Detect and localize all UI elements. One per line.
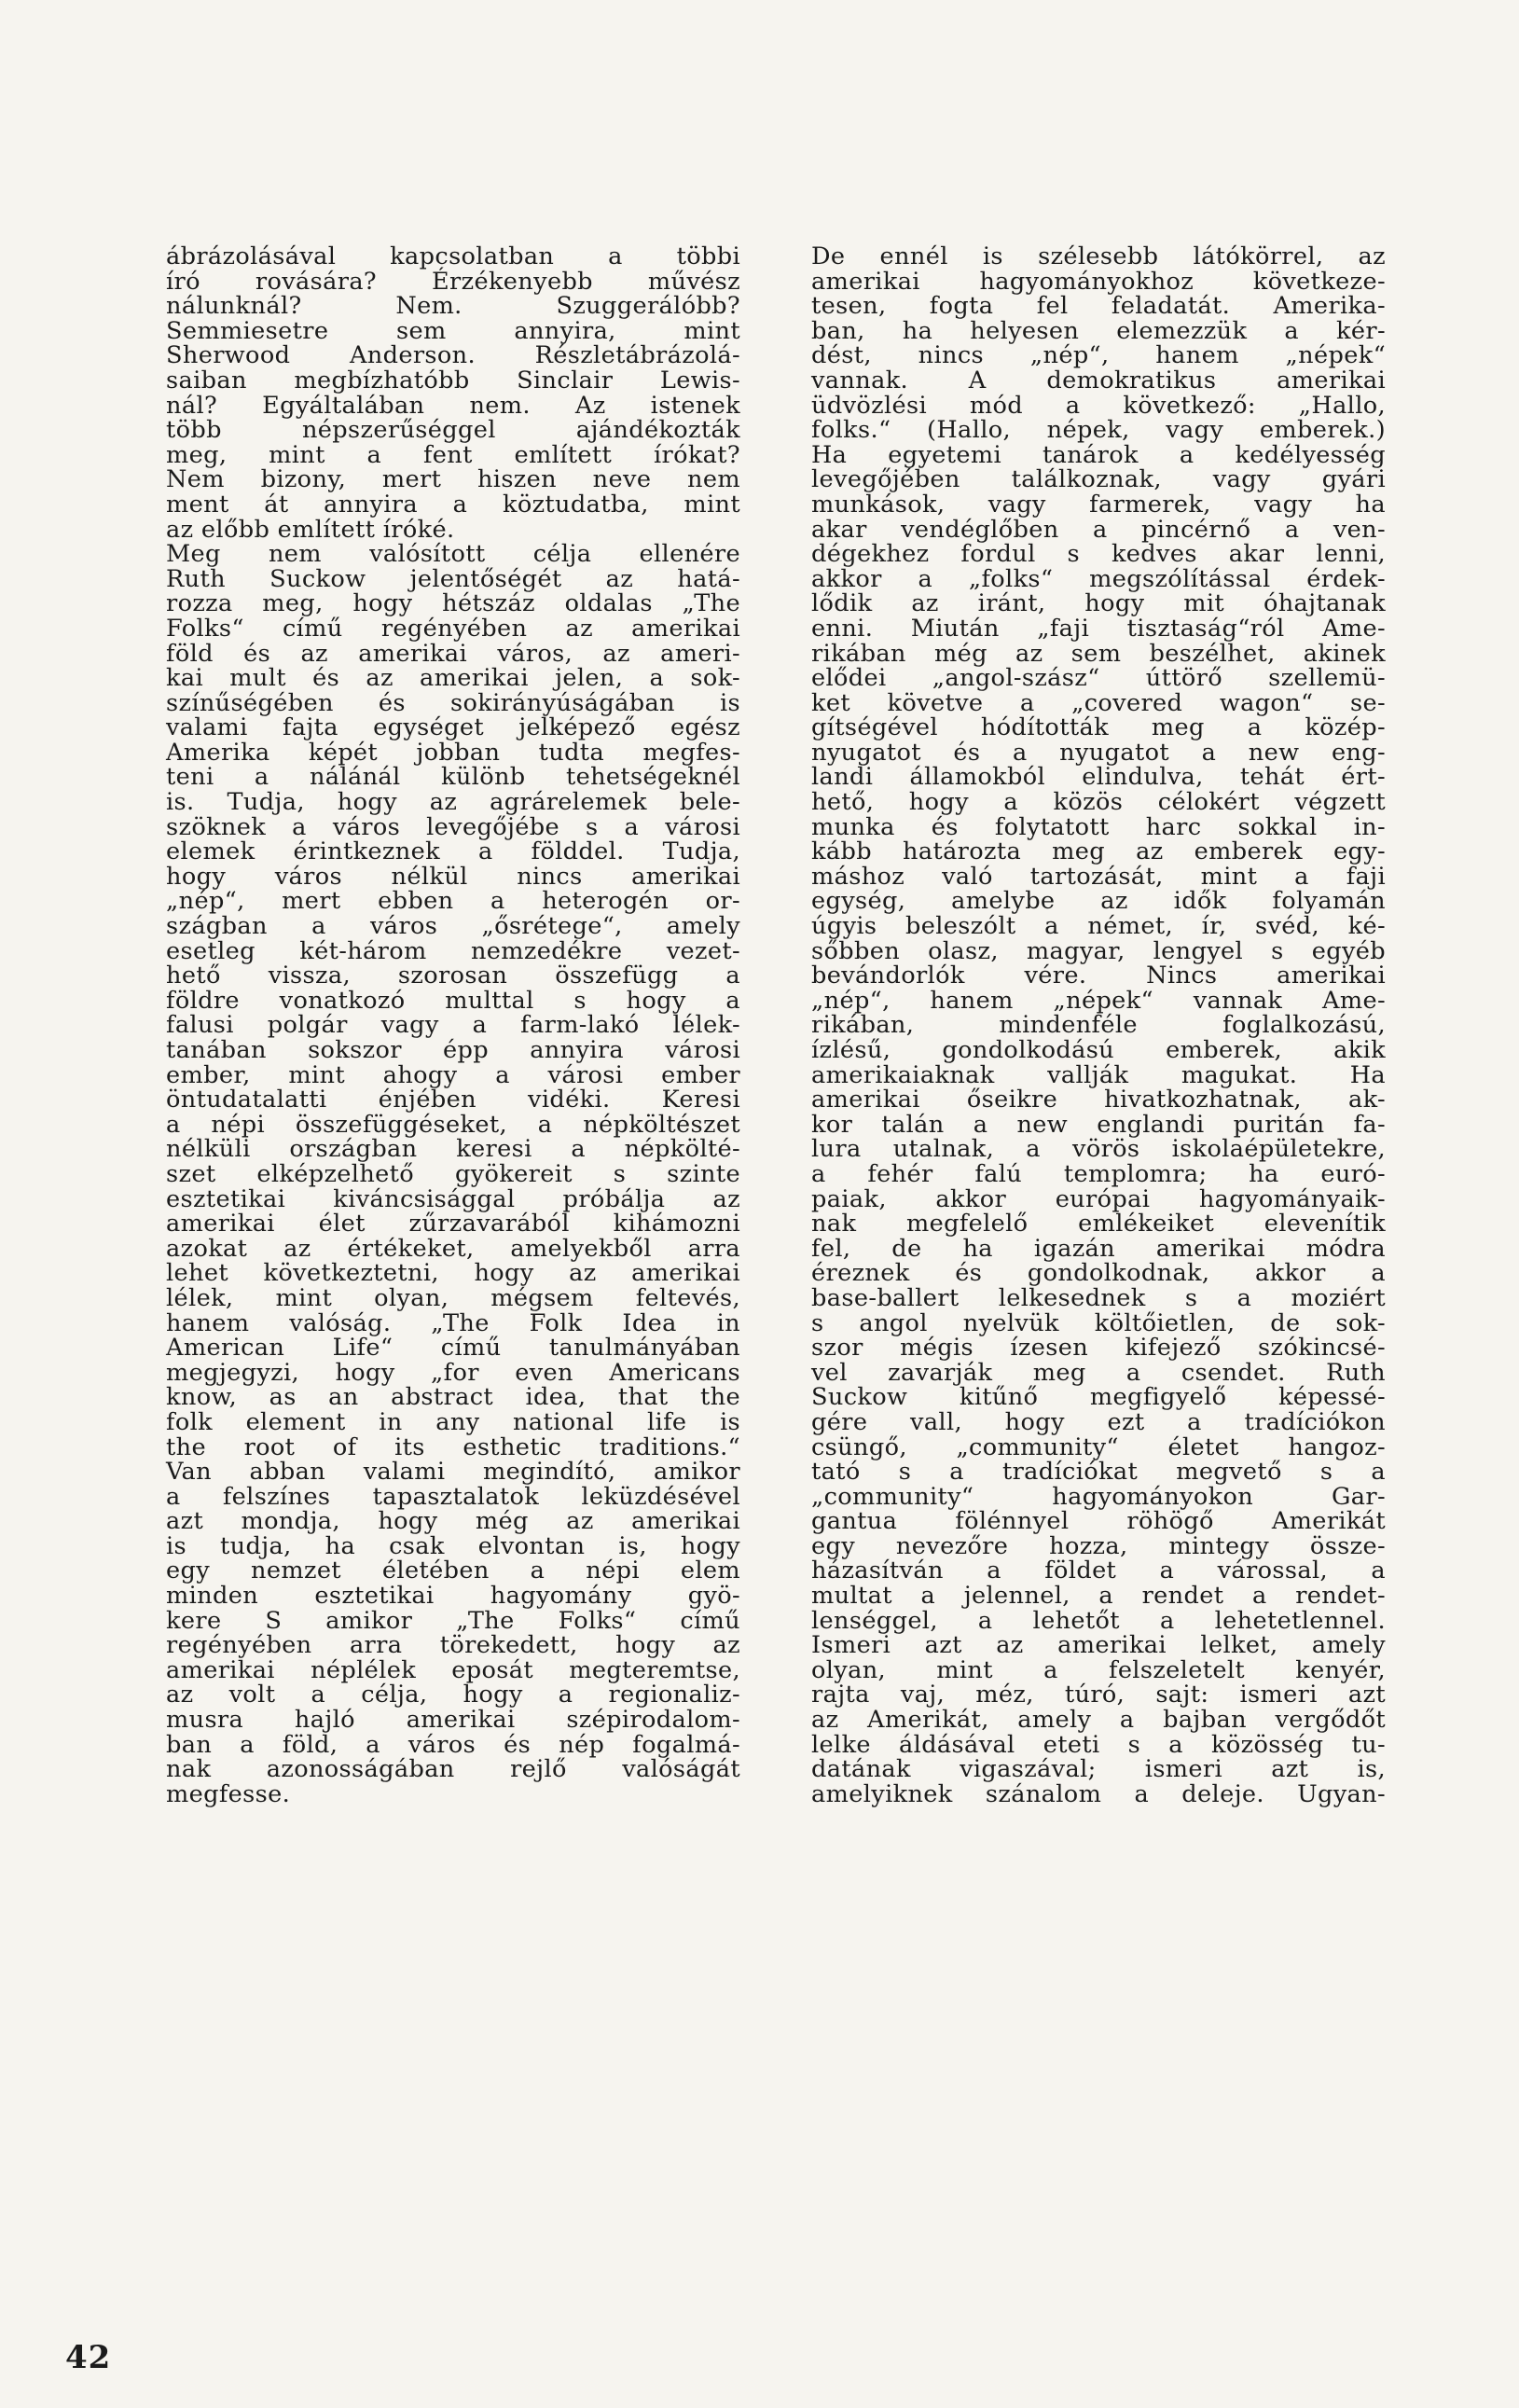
right-column-text-line: rikában még az sem beszélhet, akinek xyxy=(811,639,1386,668)
right-column-text-line: olyan, mint a felszeletelt kenyér, xyxy=(811,1655,1386,1684)
right-column-text-line: datának vigaszával; ismeri azt is, xyxy=(811,1755,1386,1784)
right-column-text-line: rajta vaj, méz, túró, sajt: ismeri azt xyxy=(811,1681,1386,1709)
left-column-text-line: kere S amikor „The Folks“ című xyxy=(166,1606,740,1635)
right-column-text-line: amelyiknek szánalom a deleje. Ugyan- xyxy=(811,1779,1386,1808)
right-column-text-line: ban, ha helyesen elemezzük a kér- xyxy=(811,316,1386,345)
left-column-text-line: minden esztetikai hagyomány gyö- xyxy=(166,1582,740,1611)
left-column-text-line: Sherwood Anderson. Részletábrázolá- xyxy=(166,341,740,370)
left-column-text-line: ember, mint ahogy a városi ember xyxy=(166,1060,740,1089)
left-column-text-line: szet elképzelhető gyökereit s szinte xyxy=(166,1159,740,1188)
right-column-text-line: nyugatot és a nyugatot a new eng- xyxy=(811,738,1386,767)
left-column-text-line: Semmiesetre sem annyira, mint xyxy=(166,316,740,345)
left-column-text-line: ment át annyira a köztudatba, mint xyxy=(166,490,740,519)
right-column-text-line: úgyis beleszólt a német, ír, svéd, ké- xyxy=(811,912,1386,941)
left-column-text-line: Amerika képét jobban tudta megfes- xyxy=(166,738,740,767)
left-column-text-line: esetleg két-három nemzedékre vezet- xyxy=(166,936,740,965)
left-column-text-line: nélküli országban keresi a népkölté- xyxy=(166,1135,740,1164)
right-column-text-line: dést, nincs „nép“, hanem „népek“ xyxy=(811,341,1386,370)
left-column-text-line: regényében arra törekedett, hogy az xyxy=(166,1631,740,1660)
right-column-text-line: munkások, vagy farmerek, vagy ha xyxy=(811,490,1386,519)
right-column-text-line: nak megfelelő emlékeiket elevenítik xyxy=(811,1210,1386,1239)
right-column-text-line: a fehér falú templomra; ha euró- xyxy=(811,1159,1386,1188)
left-column-text-line: Van abban valami megindító, amikor xyxy=(166,1458,740,1487)
left-column-text-line: musra hajló amerikai szépirodalom- xyxy=(166,1706,740,1735)
left-column-text-line: a népi összefüggéseket, a népköltészet xyxy=(166,1110,740,1139)
left-text-column xyxy=(166,244,740,1806)
left-column-text-line: valami fajta egységet jelképező egész xyxy=(166,713,740,742)
left-column-text-line: folk element in any national life is xyxy=(166,1407,740,1436)
right-column-text-line: szor mégis ízesen kifejező szókincsé- xyxy=(811,1334,1386,1363)
left-column-text-line: Folks“ című regényében az amerikai xyxy=(166,614,740,643)
right-column-text-line: vel zavarják meg a csendet. Ruth xyxy=(811,1358,1386,1387)
left-column-text-line: Nem bizony, mert hiszen neve nem xyxy=(166,465,740,494)
left-column-text-line: szágban a város „ősrétege“, amely xyxy=(166,912,740,941)
right-column-text-line: kább határozta meg az emberek egy- xyxy=(811,837,1386,866)
left-column-text-line: Ruth Suckow jelentőségét az hatá- xyxy=(166,564,740,593)
right-column-text-line: s angol nyelvük költőietlen, de sok- xyxy=(811,1308,1386,1337)
right-column-text-line: munka és folytatott harc sokkal in- xyxy=(811,812,1386,841)
right-column-text-line: gantua fölénnyel röhögő Amerikát xyxy=(811,1507,1386,1536)
right-column-text-line: csüngő, „community“ életet hangoz- xyxy=(811,1432,1386,1461)
right-column-text-line: Ismeri azt az amerikai lelket, amely xyxy=(811,1631,1386,1660)
left-column-text-line: Meg nem valósított célja ellenére xyxy=(166,540,740,569)
right-column-text-line: paiak, akkor európai hagyományaik- xyxy=(811,1184,1386,1213)
left-column-text-line: szöknek a város levegőjébe s a városi xyxy=(166,812,740,841)
left-column-text-line: is tudja, ha csak elvontan is, hogy xyxy=(166,1531,740,1560)
right-column-text-line: fel, de ha igazán amerikai módra xyxy=(811,1234,1386,1263)
right-column-text-line: vannak. A demokratikus amerikai xyxy=(811,366,1386,394)
left-column-text-line: a felszínes tapasztalatok leküzdésével xyxy=(166,1482,740,1511)
right-column-text-line: kor talán a new englandi puritán fa- xyxy=(811,1110,1386,1139)
right-column-text-line: akar vendéglőben a pincérnő a ven- xyxy=(811,515,1386,544)
right-column-text-line: levegőjében találkoznak, vagy gyári xyxy=(811,465,1386,494)
left-column-text-line: földre vonatkozó multtal s hogy a xyxy=(166,986,740,1015)
left-column-text-line: teni a nálánál különb tehetségeknél xyxy=(166,763,740,792)
left-column-text-line: meg, mint a fent említett írókat? xyxy=(166,440,740,469)
right-column-text-line: lura utalnak, a vörös iskolaépületekre, xyxy=(811,1135,1386,1164)
right-column-text-line: elődei „angol-szász“ úttörő szellemü- xyxy=(811,664,1386,693)
left-column-text-line: ábrázolásával kapcsolatban a többi xyxy=(166,242,740,270)
right-column-text-line: lelke áldásával eteti s a közösség tu- xyxy=(811,1730,1386,1759)
right-text-column xyxy=(811,244,1386,1806)
left-column-text-line: az előbb említett íróké. xyxy=(166,515,455,544)
right-column-text-line: Ha egyetemi tanárok a kedélyesség xyxy=(811,440,1386,469)
right-column-text-line: gítségével hódították meg a közép- xyxy=(811,713,1386,742)
left-column-text-line: egy nemzet életében a népi elem xyxy=(166,1557,740,1585)
left-column-text-line: színűségében és sokirányúságában is xyxy=(166,688,740,717)
left-column-text-line: rozza meg, hogy hétszáz oldalas „The xyxy=(166,589,740,618)
left-column-text-line: know, as an abstract idea, that the xyxy=(166,1383,740,1412)
left-column-text-line: saiban megbízhatóbb Sinclair Lewis- xyxy=(166,366,740,394)
left-column-text-line: megjegyzi, hogy „for even Americans xyxy=(166,1358,740,1387)
left-column-text-line: több népszerűséggel ajándékozták xyxy=(166,416,740,445)
right-column-text-line: üdvözlési mód a következő: „Hallo, xyxy=(811,391,1386,420)
right-column-text-line: ket követve a „covered wagon“ se- xyxy=(811,688,1386,717)
right-column-text-line: akkor a „folks“ megszólítással érdek- xyxy=(811,564,1386,593)
left-column-text-line: megfesse. xyxy=(166,1779,291,1808)
right-column-text-line: tesen, fogta fel feladatát. Amerika- xyxy=(811,292,1386,321)
right-column-text-line: rikában, mindenféle foglalkozású, xyxy=(811,1011,1386,1040)
right-column-text-line: Suckow kitűnő megfigyelő képessé- xyxy=(811,1383,1386,1412)
right-column-text-line: bevándorlók vére. Nincs amerikai xyxy=(811,962,1386,990)
right-column-text-line: multat a jelennel, a rendet a rendet- xyxy=(811,1582,1386,1611)
right-column-text-line: egy nevezőre hozza, mintegy össze- xyxy=(811,1531,1386,1560)
left-column-text-line: is. Tudja, hogy az agrárelemek bele- xyxy=(166,788,740,817)
left-column-text-line: lehet következtetni, hogy az amerikai xyxy=(166,1259,740,1288)
left-column-text-line: azt mondja, hogy még az amerikai xyxy=(166,1507,740,1536)
right-column-text-line: amerikai őseikre hivatkozhatnak, ak- xyxy=(811,1086,1386,1114)
left-column-text-line: kai mult és az amerikai jelen, a sok- xyxy=(166,664,740,693)
right-column-text-line: landi államokból elindulva, tehát ért- xyxy=(811,763,1386,792)
left-column-text-line: ban a föld, a város és nép fogalmá- xyxy=(166,1730,740,1759)
right-column-text-line: hető, hogy a közös célokért végzett xyxy=(811,788,1386,817)
left-column-text-line: nak azonosságában rejlő valóságát xyxy=(166,1755,740,1784)
left-column-text-line: az volt a célja, hogy a regionaliz- xyxy=(166,1681,740,1709)
right-column-text-line: lenséggel, a lehetőt a lehetetlennel. xyxy=(811,1606,1386,1635)
right-column-text-line: tató s a tradíciókat megvető s a xyxy=(811,1458,1386,1487)
right-column-text-line: ízlésű, gondolkodású emberek, akik xyxy=(811,1036,1386,1064)
left-column-text-line: író rovására? Érzékenyebb művész xyxy=(166,267,740,296)
right-column-text-line: házasítván a földet a várossal, a xyxy=(811,1557,1386,1585)
left-column-text-line: esztetikai kiváncsisággal próbálja az xyxy=(166,1184,740,1213)
left-column-text-line: amerikai néplélek eposát megteremtse, xyxy=(166,1655,740,1684)
right-column-text-line: sőbben olasz, magyar, lengyel s egyéb xyxy=(811,936,1386,965)
left-column-text-line: hető vissza, szorosan összefügg a xyxy=(166,962,740,990)
right-column-text-line: dégekhez fordul s kedves akar lenni, xyxy=(811,540,1386,569)
right-column-text-line: éreznek és gondolkodnak, akkor a xyxy=(811,1259,1386,1288)
right-column-text-line: base-ballert lelkesednek s a moziért xyxy=(811,1283,1386,1312)
right-column-text-line: De ennél is szélesebb látókörrel, az xyxy=(811,242,1386,270)
right-column-text-line: máshoz való tartozását, mint a faji xyxy=(811,862,1386,891)
left-column-text-line: hanem valóság. „The Folk Idea in xyxy=(166,1308,740,1337)
left-column-text-line: tanában sokszor épp annyira városi xyxy=(166,1036,740,1064)
right-column-text-line: „community“ hagyományokon Gar- xyxy=(811,1482,1386,1511)
left-column-text-line: amerikai élet zűrzavarából kihámozni xyxy=(166,1210,740,1239)
left-column-text-line: American Life“ című tanulmányában xyxy=(166,1334,740,1363)
left-column-text-line: nálunknál? Nem. Szuggerálóbb? xyxy=(166,292,740,321)
right-column-text-line: amerikai hagyományokhoz következe- xyxy=(811,267,1386,296)
left-column-text-line: „nép“, mert ebben a heterogén or- xyxy=(166,887,740,916)
right-column-text-line: az Amerikát, amely a bajban vergődőt xyxy=(811,1706,1386,1735)
left-column-text-line: nál? Egyáltalában nem. Az istenek xyxy=(166,391,740,420)
left-column-text-line: föld és az amerikai város, az ameri- xyxy=(166,639,740,668)
left-column-text-line: azokat az értékeket, amelyekből arra xyxy=(166,1234,740,1263)
right-column-text-line: „nép“, hanem „népek“ vannak Ame- xyxy=(811,986,1386,1015)
left-column-text-line: elemek érintkeznek a földdel. Tudja, xyxy=(166,837,740,866)
page-number: 42 xyxy=(65,2339,112,2376)
left-column-text-line: lélek, mint olyan, mégsem feltevés, xyxy=(166,1283,740,1312)
right-column-text-line: amerikaiaknak vallják magukat. Ha xyxy=(811,1060,1386,1089)
right-column-text-line: folks.“ (Hallo, népek, vagy emberek.) xyxy=(811,416,1386,445)
left-column-text-line: hogy város nélkül nincs amerikai xyxy=(166,862,740,891)
right-column-text-line: lődik az iránt, hogy mit óhajtanak xyxy=(811,589,1386,618)
right-column-text-line: enni. Miután „faji tisztaság“ról Ame- xyxy=(811,614,1386,643)
left-column-text-line: falusi polgár vagy a farm-lakó lélek- xyxy=(166,1011,740,1040)
right-column-text-line: gére vall, hogy ezt a tradíciókon xyxy=(811,1407,1386,1436)
left-column-text-line: öntudatalatti énjében vidéki. Keresi xyxy=(166,1086,740,1114)
right-column-text-line: egység, amelybe az idők folyamán xyxy=(811,887,1386,916)
left-column-text-line: the root of its esthetic traditions.“ xyxy=(166,1432,740,1461)
